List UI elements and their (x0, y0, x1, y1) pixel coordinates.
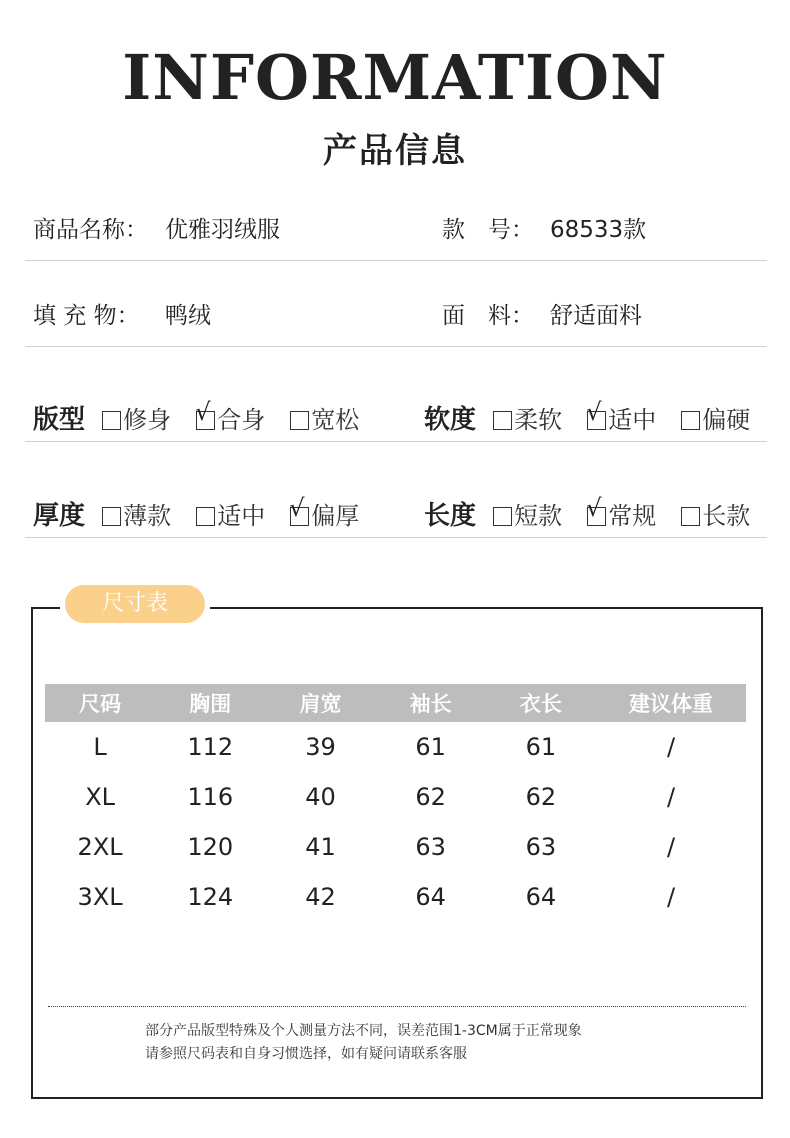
softness-label: 软度 (424, 405, 477, 435)
cell-length: 62 (525, 783, 557, 811)
checkbox-icon (586, 398, 606, 430)
dotted-divider (48, 1006, 746, 1007)
checkbox-icon (195, 398, 215, 430)
attribute-row-2 (25, 477, 767, 538)
checkbox-icon (196, 507, 215, 526)
length-group (424, 495, 750, 532)
style-number-label: 款 号： (442, 217, 534, 243)
cell-size: 3XL (77, 883, 123, 911)
cell-chest: 112 (187, 733, 234, 761)
thickness-option (102, 496, 171, 531)
checkbox-icon (289, 494, 309, 526)
thickness-option (290, 496, 359, 531)
header-shoulder: 肩宽 (265, 684, 375, 722)
cell-size: XL (85, 783, 115, 811)
cell-chest: 124 (187, 883, 234, 911)
length-label: 长度 (424, 501, 477, 531)
info-row-filling (25, 286, 767, 347)
header-weight: 建议体重 (596, 684, 746, 722)
cell-length: 64 (525, 883, 557, 911)
cell-shoulder: 42 (305, 883, 336, 911)
cell-sleeve: 63 (415, 833, 446, 861)
header-length: 衣长 (486, 684, 596, 722)
thickness-label: 厚度 (33, 501, 86, 531)
softness-group (424, 399, 750, 436)
info-row-name (25, 200, 767, 261)
cell-chest: 116 (187, 783, 234, 811)
cell-weight: / (666, 833, 676, 861)
header-size: 尺码 (45, 684, 155, 722)
check-mark-icon: √ (195, 398, 211, 426)
fit-option (196, 400, 265, 435)
softness-option (587, 400, 656, 435)
length-option (587, 496, 656, 531)
softness-option (681, 400, 750, 435)
thickness-option-label: 偏厚 (311, 502, 360, 530)
length-option-label: 短款 (514, 502, 563, 530)
length-option-label: 长款 (702, 502, 751, 530)
cell-length: 61 (525, 733, 557, 761)
measurement-note: 部分产品版型特殊及个人测量方法不同，误差范围1-3CM属于正常现象 (145, 1023, 582, 1039)
header-sleeve: 袖长 (376, 684, 486, 722)
softness-option (493, 400, 562, 435)
checkbox-icon (586, 494, 606, 526)
thickness-option (196, 496, 265, 531)
style-number (442, 214, 646, 246)
cell-size: L (93, 733, 107, 761)
length-option-label: 常规 (608, 502, 657, 530)
fit-option-label: 修身 (123, 406, 172, 434)
title-cn: 产品信息 (323, 131, 467, 171)
cell-length: 63 (525, 833, 557, 861)
checkbox-icon (493, 507, 512, 526)
product-name (33, 214, 280, 246)
cell-shoulder: 41 (305, 833, 336, 861)
table-row (45, 822, 746, 872)
filling-value: 鸭绒 (165, 303, 211, 329)
fit-group (33, 399, 379, 436)
fit-option (290, 400, 359, 435)
check-mark-icon: √ (289, 494, 305, 522)
checkbox-icon (102, 411, 121, 430)
table-row (45, 872, 746, 922)
filling (33, 300, 211, 332)
product-name-label: 商品名称： (33, 217, 148, 243)
table-row (45, 722, 746, 772)
fit-option-label: 合身 (217, 406, 266, 434)
thickness-option-label: 薄款 (123, 502, 172, 530)
checkbox-icon (493, 411, 512, 430)
check-mark-icon: √ (586, 494, 602, 522)
cell-weight: / (666, 783, 676, 811)
checkbox-icon (681, 411, 700, 430)
cell-sleeve: 62 (415, 783, 446, 811)
size-table-header (45, 684, 746, 722)
size-table (45, 684, 746, 922)
size-chart-tag: 尺寸表 (65, 585, 205, 623)
checkbox-icon (681, 507, 700, 526)
cell-weight: / (666, 733, 676, 761)
filling-label: 填 充 物： (33, 303, 140, 329)
cell-shoulder: 40 (305, 783, 336, 811)
fit-option-label: 宽松 (311, 406, 360, 434)
cell-sleeve: 61 (415, 733, 446, 761)
softness-option-label: 偏硬 (702, 406, 751, 434)
title-en: INFORMATION (122, 41, 668, 114)
checkbox-icon (102, 507, 121, 526)
header-chest: 胸围 (155, 684, 265, 722)
check-mark-icon: √ (586, 398, 602, 426)
fabric (442, 300, 642, 332)
style-number-value: 68533款 (550, 217, 647, 243)
cell-sleeve: 64 (415, 883, 446, 911)
length-option (493, 496, 562, 531)
fabric-value: 舒适面料 (550, 303, 642, 329)
thickness-group (33, 495, 379, 532)
fit-label: 版型 (33, 405, 86, 435)
cell-shoulder: 39 (305, 733, 336, 761)
cell-weight: / (666, 883, 676, 911)
table-row (45, 772, 746, 822)
softness-option-label: 适中 (608, 406, 657, 434)
selection-note: 请参照尺码表和自身习惯选择，如有疑问请联系客服 (145, 1046, 467, 1062)
fit-option (102, 400, 171, 435)
checkbox-icon (290, 411, 309, 430)
product-name-value: 优雅羽绒服 (165, 217, 280, 243)
thickness-option-label: 适中 (217, 502, 266, 530)
cell-chest: 120 (187, 833, 234, 861)
cell-size: 2XL (77, 833, 123, 861)
attribute-row-1 (25, 381, 767, 442)
length-option (681, 496, 750, 531)
softness-option-label: 柔软 (514, 406, 563, 434)
fabric-label: 面 料： (442, 303, 534, 329)
